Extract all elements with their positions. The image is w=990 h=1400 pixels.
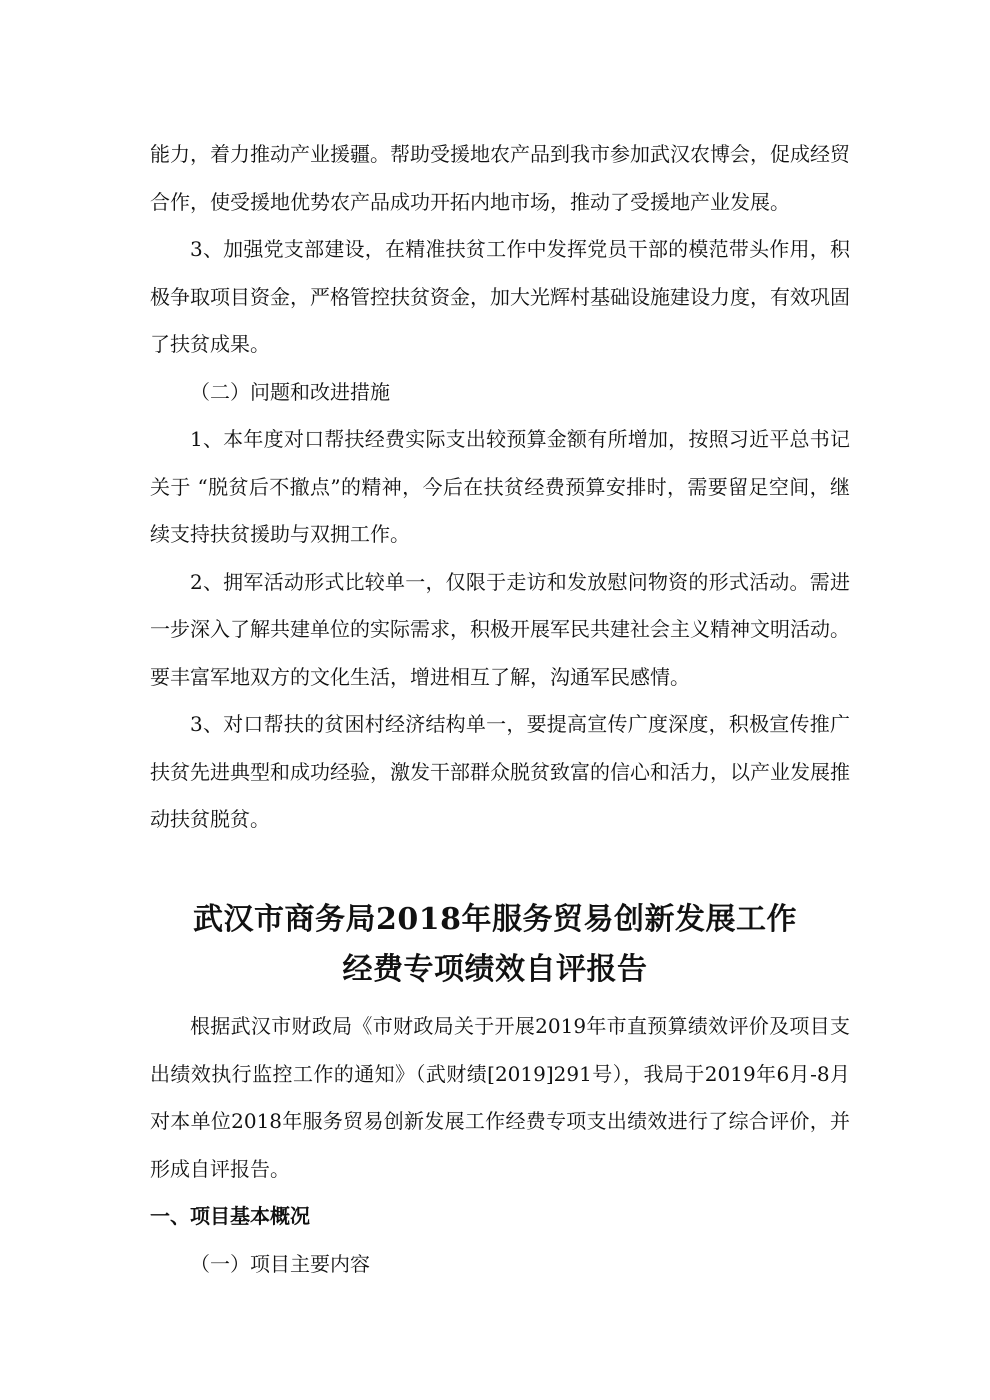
- section-top: [150, 131, 850, 844]
- report-intro: 根据武汉市财政局《市财政局关于开展2019年市直预算绩效评价及项目支出绩效执行监控工作的通知》（武财绩[2019]291号），我局于2019年6月-8月对本单位2018年服务贸易创新发展工作经费专项支出绩效进行了综合评价，并形成自评报告。: [150, 1014, 850, 1181]
- report-body: [150, 1003, 850, 1288]
- paragraph-item-3: 3、加强党支部建设，在精准扶贫工作中发挥党员干部的模范带头作用，积极争取项目资金，严格管控扶贫资金，加大光辉村基础设施建设力度，有效巩固了扶贫成果。: [150, 237, 850, 356]
- report-title-line-1: 武汉市商务局2018年服务贸易创新发展工作: [193, 902, 797, 937]
- subheading-problems: （二）问题和改进措施: [190, 379, 390, 404]
- issue-item-1: 1、本年度对口帮扶经费实际支出较预算金额有所增加，按照习近平总书记关于 “脱贫后不撤点”的精神，今后在扶贫经费预算安排时，需要留足空间，继续支持扶贫援助与双拥工作。: [150, 427, 850, 546]
- subheading-main-content: （一）项目主要内容: [190, 1251, 370, 1276]
- report-title-line-2: 经费专项绩效自评报告: [342, 952, 648, 987]
- issue-item-2: 2、拥军活动形式比较单一，仅限于走访和发放慰问物资的形式活动。需进一步深入了解共建单位的实际需求，积极开展军民共建社会主义精神文明活动。要丰富军地双方的文化生活，增进相互了解，沟通军民感情。: [150, 569, 850, 689]
- paragraph-continued: 能力，着力推动产业援疆。帮助受援地农产品到我市参加武汉农博会，促成经贸合作，使受援地优势农产品成功开拓内地市场，推动了受援地产业发展。: [150, 142, 850, 214]
- section-heading-1: 一、项目基本概况: [150, 1204, 310, 1228]
- issue-item-3: 3、对口帮扶的贫困村经济结构单一，要提高宣传广度深度，积极宣传推广扶贫先进典型和成功经验，激发干部群众脱贫致富的信心和活力，以产业发展推动扶贫脱贫。: [150, 712, 850, 831]
